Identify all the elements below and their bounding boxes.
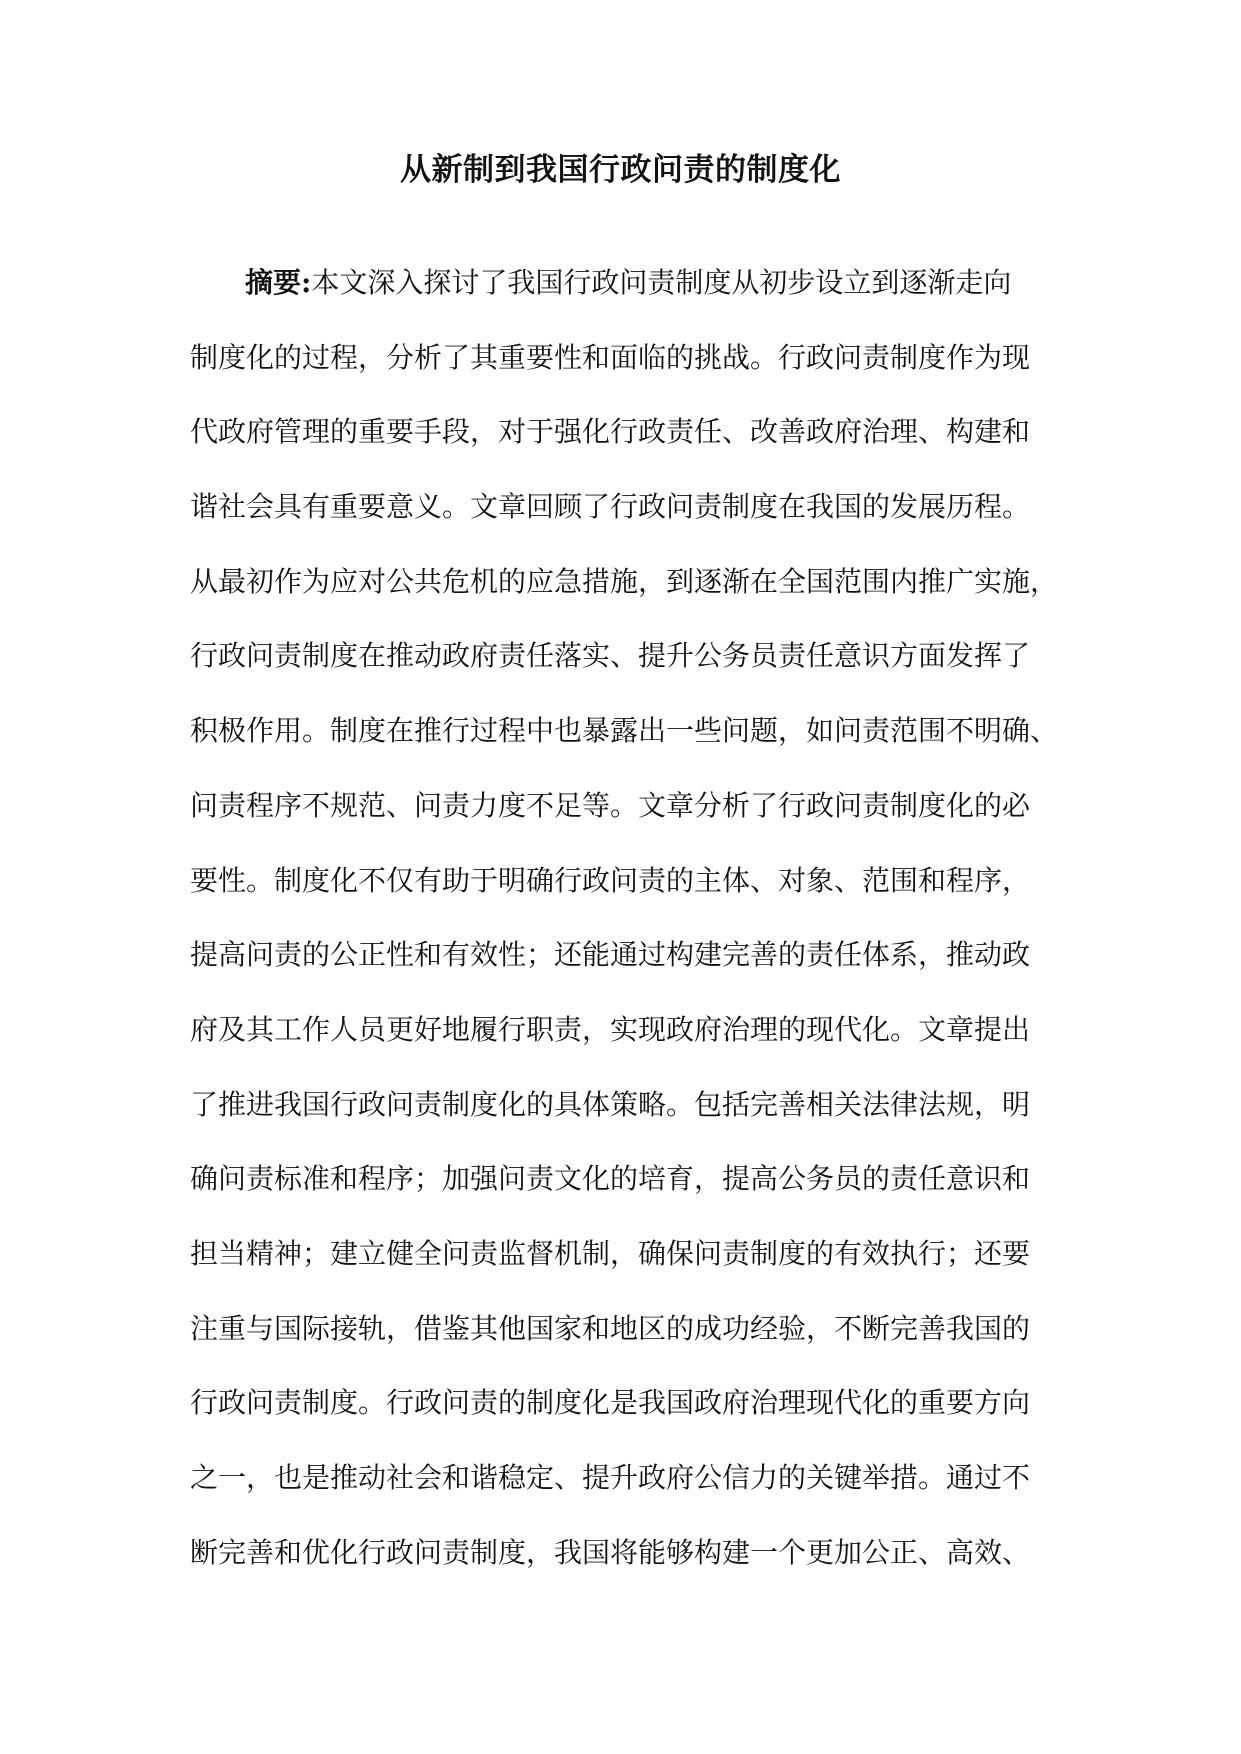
abstract-line: 断完善和优化行政问责制度，我国将能够构建一个更加公正、高效、 <box>190 1535 1031 1569</box>
abstract-line: 提高问责的公正性和有效性；还能通过构建完善的责任体系，推动政 <box>190 938 1031 972</box>
abstract-line: 行政问责制度。行政问责的制度化是我国政府治理现代化的重要方向 <box>190 1386 1031 1420</box>
abstract-line: 代政府管理的重要手段，对于强化行政责任、改善政府治理、构建和 <box>190 415 1031 449</box>
abstract-line: 行政问责制度在推动政府责任落实、提升公务员责任意识方面发挥了 <box>190 639 1031 673</box>
abstract-section <box>190 246 1070 1590</box>
abstract-label: 摘要: <box>245 266 312 299</box>
abstract-line: 从最初作为应对公共危机的应急措施，到逐渐在全国范围内推广实施， <box>190 564 1059 598</box>
document-title: 从新制到我国行政问责的制度化 <box>400 152 841 188</box>
abstract-line: 制度化的过程，分析了其重要性和面临的挑战。行政问责制度作为现 <box>190 340 1031 374</box>
abstract-line: 了推进我国行政问责制度化的具体策略。包括完善相关法律法规，明 <box>190 1087 1031 1121</box>
abstract-line: 担当精神；建立健全问责监督机制，确保问责制度的有效执行；还要 <box>190 1236 1031 1270</box>
abstract-line: 谐社会具有重要意义。文章回顾了行政问责制度在我国的发展历程。 <box>190 490 1031 524</box>
abstract-line: 积极作用。制度在推行过程中也暴露出一些问题，如问责范围不明确、 <box>190 714 1059 748</box>
abstract-line: 注重与国际接轨，借鉴其他国家和地区的成功经验，不断完善我国的 <box>190 1311 1031 1345</box>
abstract-line: 要性。制度化不仅有助于明确行政问责的主体、对象、范围和程序， <box>190 863 1031 897</box>
abstract-line <box>190 246 1070 321</box>
abstract-text: 本文深入探讨了我国行政问责制度从初步设立到逐渐走向 <box>311 266 1012 299</box>
abstract-line: 问责程序不规范、问责力度不足等。文章分析了行政问责制度化的必 <box>190 788 1031 822</box>
abstract-line: 确问责标准和程序；加强问责文化的培育，提高公务员的责任意识和 <box>190 1162 1031 1196</box>
abstract-line: 府及其工作人员更好地履行职责，实现政府治理的现代化。文章提出 <box>190 1012 1031 1046</box>
abstract-line: 之一，也是推动社会和谐稳定、提升政府公信力的关键举措。通过不 <box>190 1461 1031 1494</box>
